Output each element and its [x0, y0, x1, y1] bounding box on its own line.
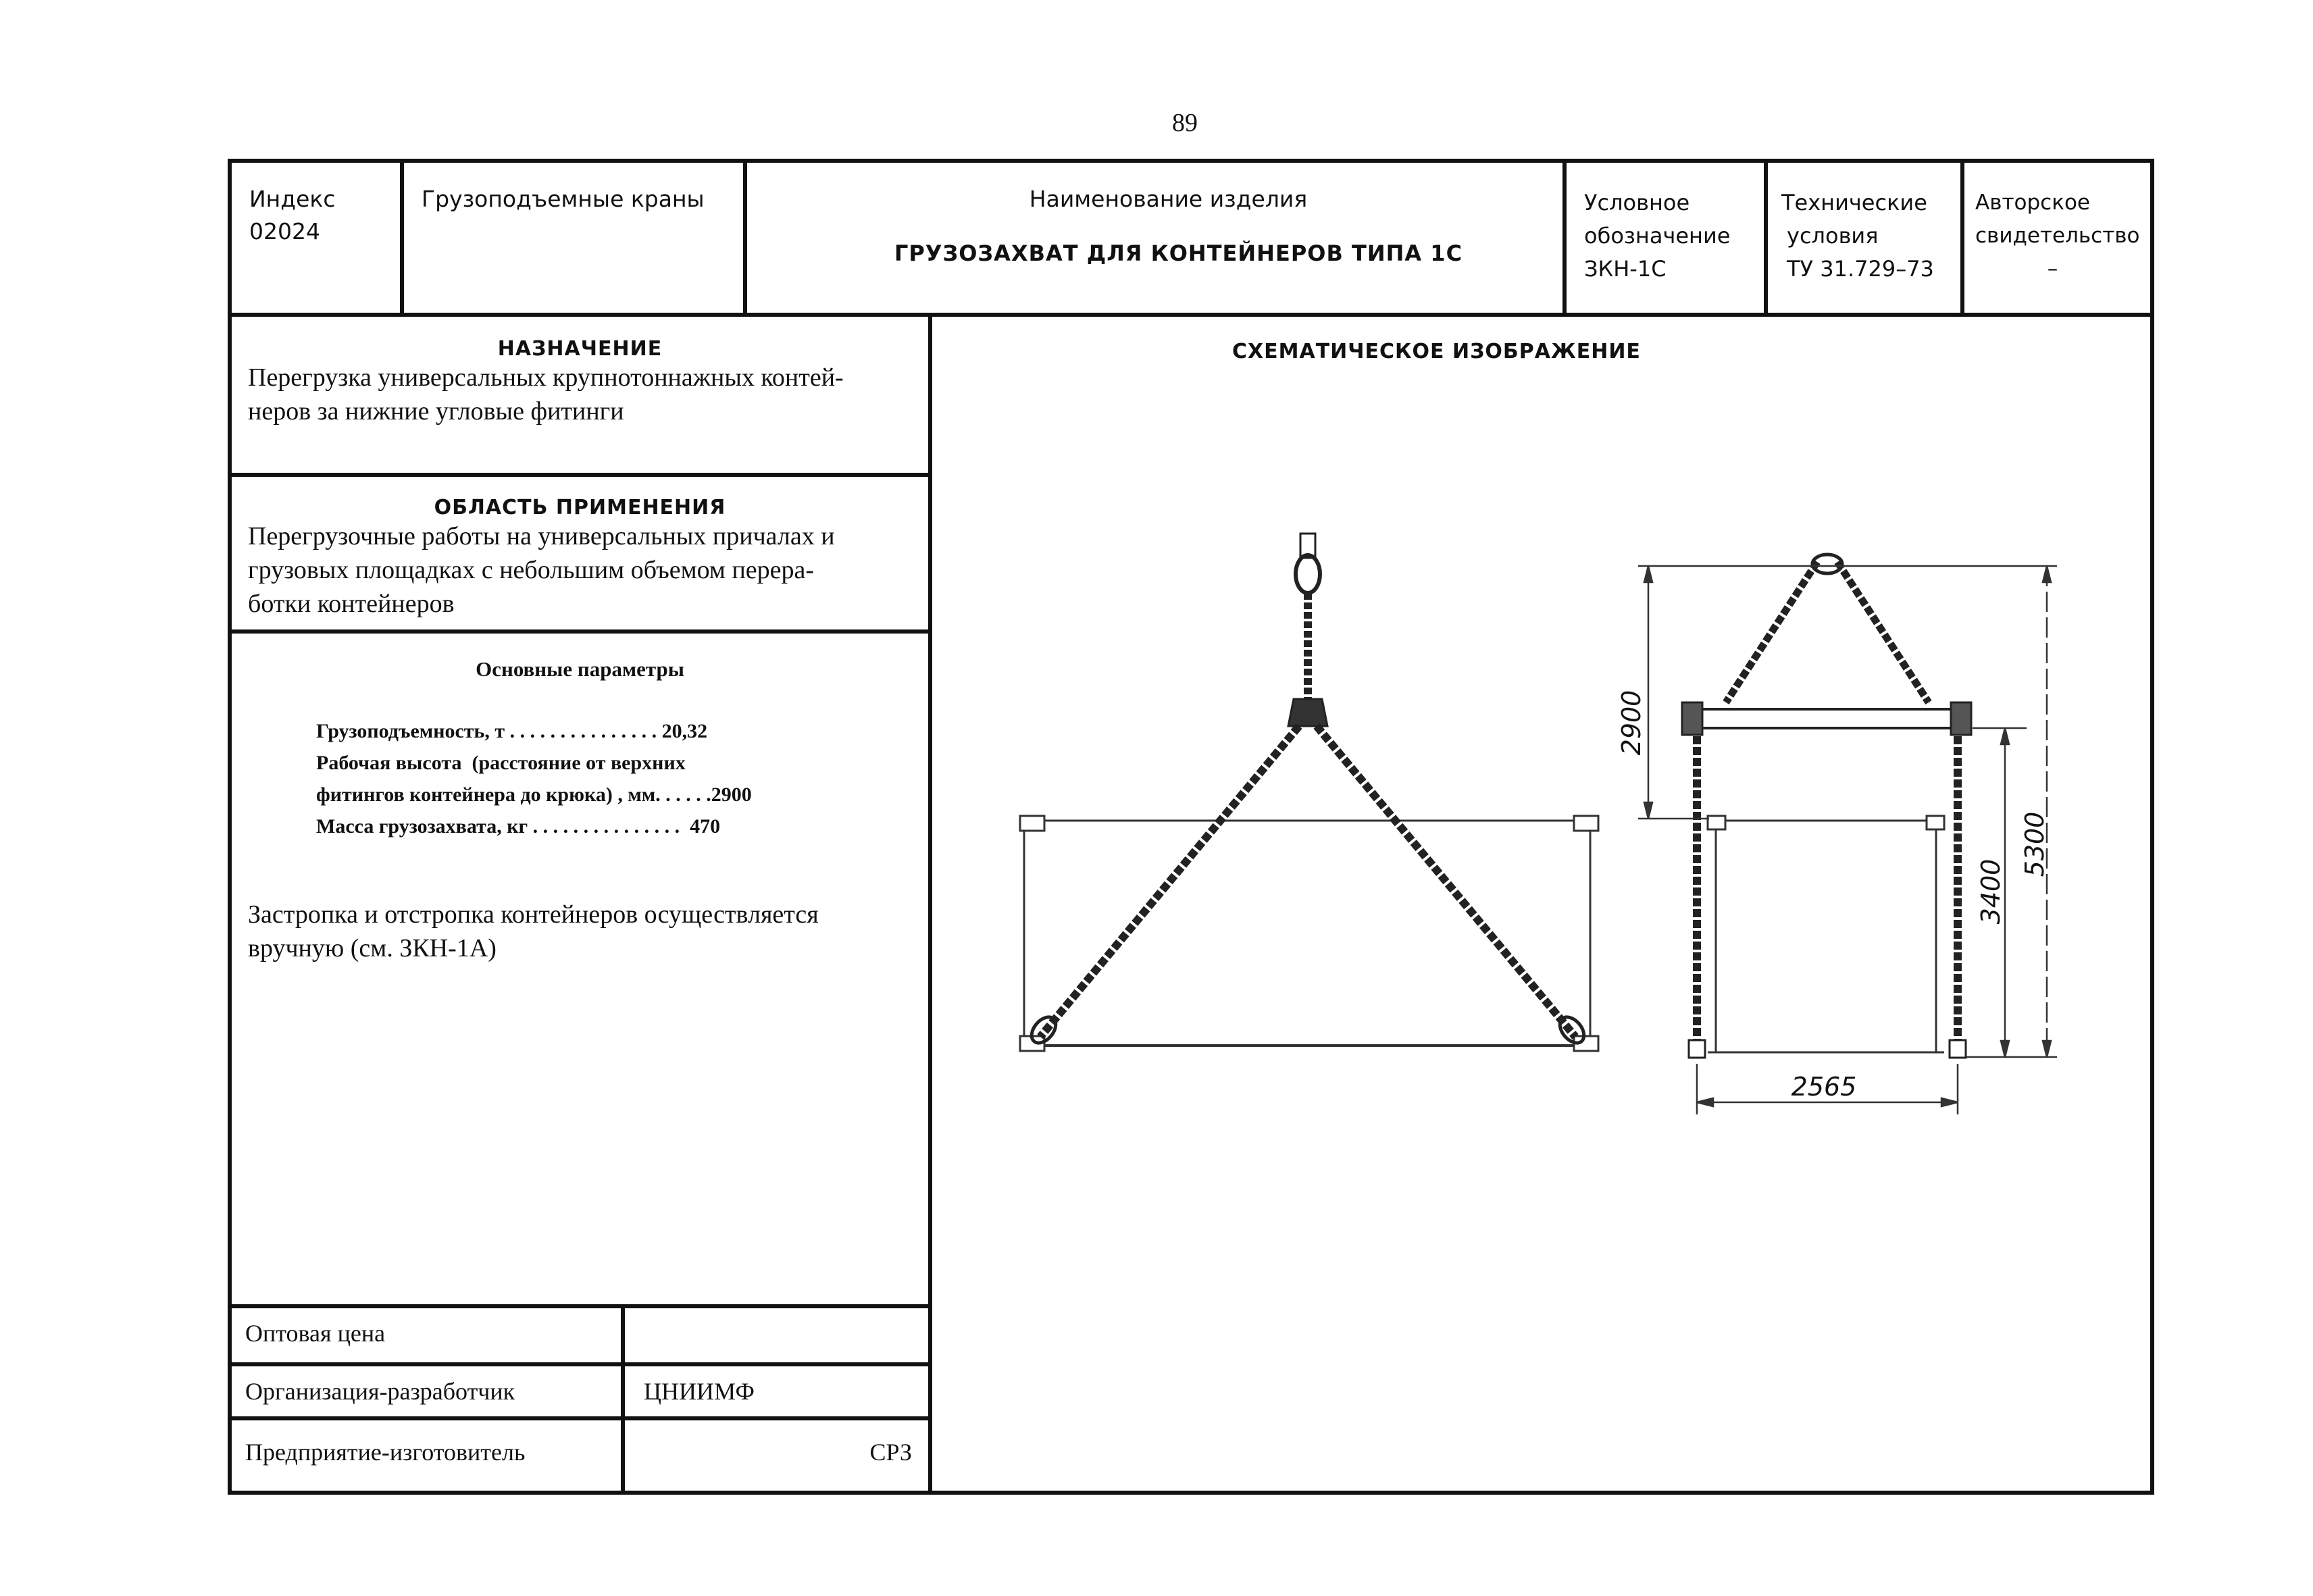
purpose-line-1: Перегрузка универсальных крупнотоннажных контей- [248, 363, 844, 392]
right-spreader [1682, 555, 1971, 1058]
param-capacity: Грузоподъемность, т . . . . . . . . . . . . . . . 20,32 [316, 720, 708, 742]
left-container [1020, 816, 1598, 1051]
left-sling [1027, 534, 1589, 1048]
param-note-2: вручную (см. ЗКН-1А) [248, 934, 497, 962]
application-line-1: Перегрузочные работы на универсальных причалах и [248, 522, 835, 550]
maker-label: Предприятие-изготовитель [232, 1420, 625, 1495]
dim-2565-label: 2565 [1791, 1072, 1857, 1102]
author-label-2: свидетельство [1975, 224, 2140, 248]
category-label: Грузоподъемные краны [422, 186, 705, 212]
purpose-title: НАЗНАЧЕНИЕ [497, 337, 663, 361]
page-number: 89 [1172, 109, 1198, 137]
index-value: 02024 [249, 218, 320, 244]
param-height-2: фитингов контейнера до крюка) , мм. . . . . .2900 [316, 783, 752, 806]
price-label: Оптовая цена [232, 1308, 625, 1362]
developer-label: Организация-разработчик [232, 1366, 625, 1416]
parameters-title: Основные параметры [476, 657, 684, 681]
param-note-1: Застропка и отстропка контейнеров осуществляется [248, 900, 819, 929]
designation-value: ЗКН-1С [1584, 256, 1667, 282]
dim-2900-label: 2900 [1617, 690, 1646, 756]
param-mass: Масса грузозахвата, кг . . . . . . . . . . . . . . . 470 [316, 815, 721, 838]
tech-label-1: Технические [1781, 190, 1927, 215]
application-line-3: ботки контейнеров [248, 590, 455, 618]
designation-label-1: Условное [1584, 190, 1690, 215]
author-label-1: Авторское [1975, 190, 2090, 215]
purpose-line-2: неров за нижние угловые фитинги [248, 397, 624, 426]
tech-value: ТУ 31.729–73 [1787, 256, 1934, 282]
designation-label-2: обозначение [1584, 223, 1731, 249]
product-name: ГРУЗОЗАХВАТ ДЛЯ КОНТЕЙНЕРОВ ТИПА 1С [894, 240, 1463, 266]
dim-5300-label: 5300 [2020, 811, 2050, 877]
author-value: – [2047, 257, 2058, 281]
param-height-1: Рабочая высота (расстояние от верхних [316, 752, 686, 774]
right-container [1708, 816, 1944, 1052]
schematic-title: СХЕМАТИЧЕСКОЕ ИЗОБРАЖЕНИЕ [1232, 340, 1641, 363]
index-label: Индекс [249, 186, 336, 212]
dim-3400-label: 3400 [1976, 858, 2006, 925]
application-title: ОБЛАСТЬ ПРИМЕНЕНИЯ [434, 496, 726, 519]
application-line-2: грузовых площадках с небольшим объемом перера- [248, 556, 815, 584]
product-label: Наименование изделия [1029, 186, 1308, 212]
tech-label-2: условия [1787, 223, 1879, 249]
developer-value: ЦНИИМФ [644, 1378, 755, 1405]
maker-value: СРЗ [869, 1439, 912, 1466]
